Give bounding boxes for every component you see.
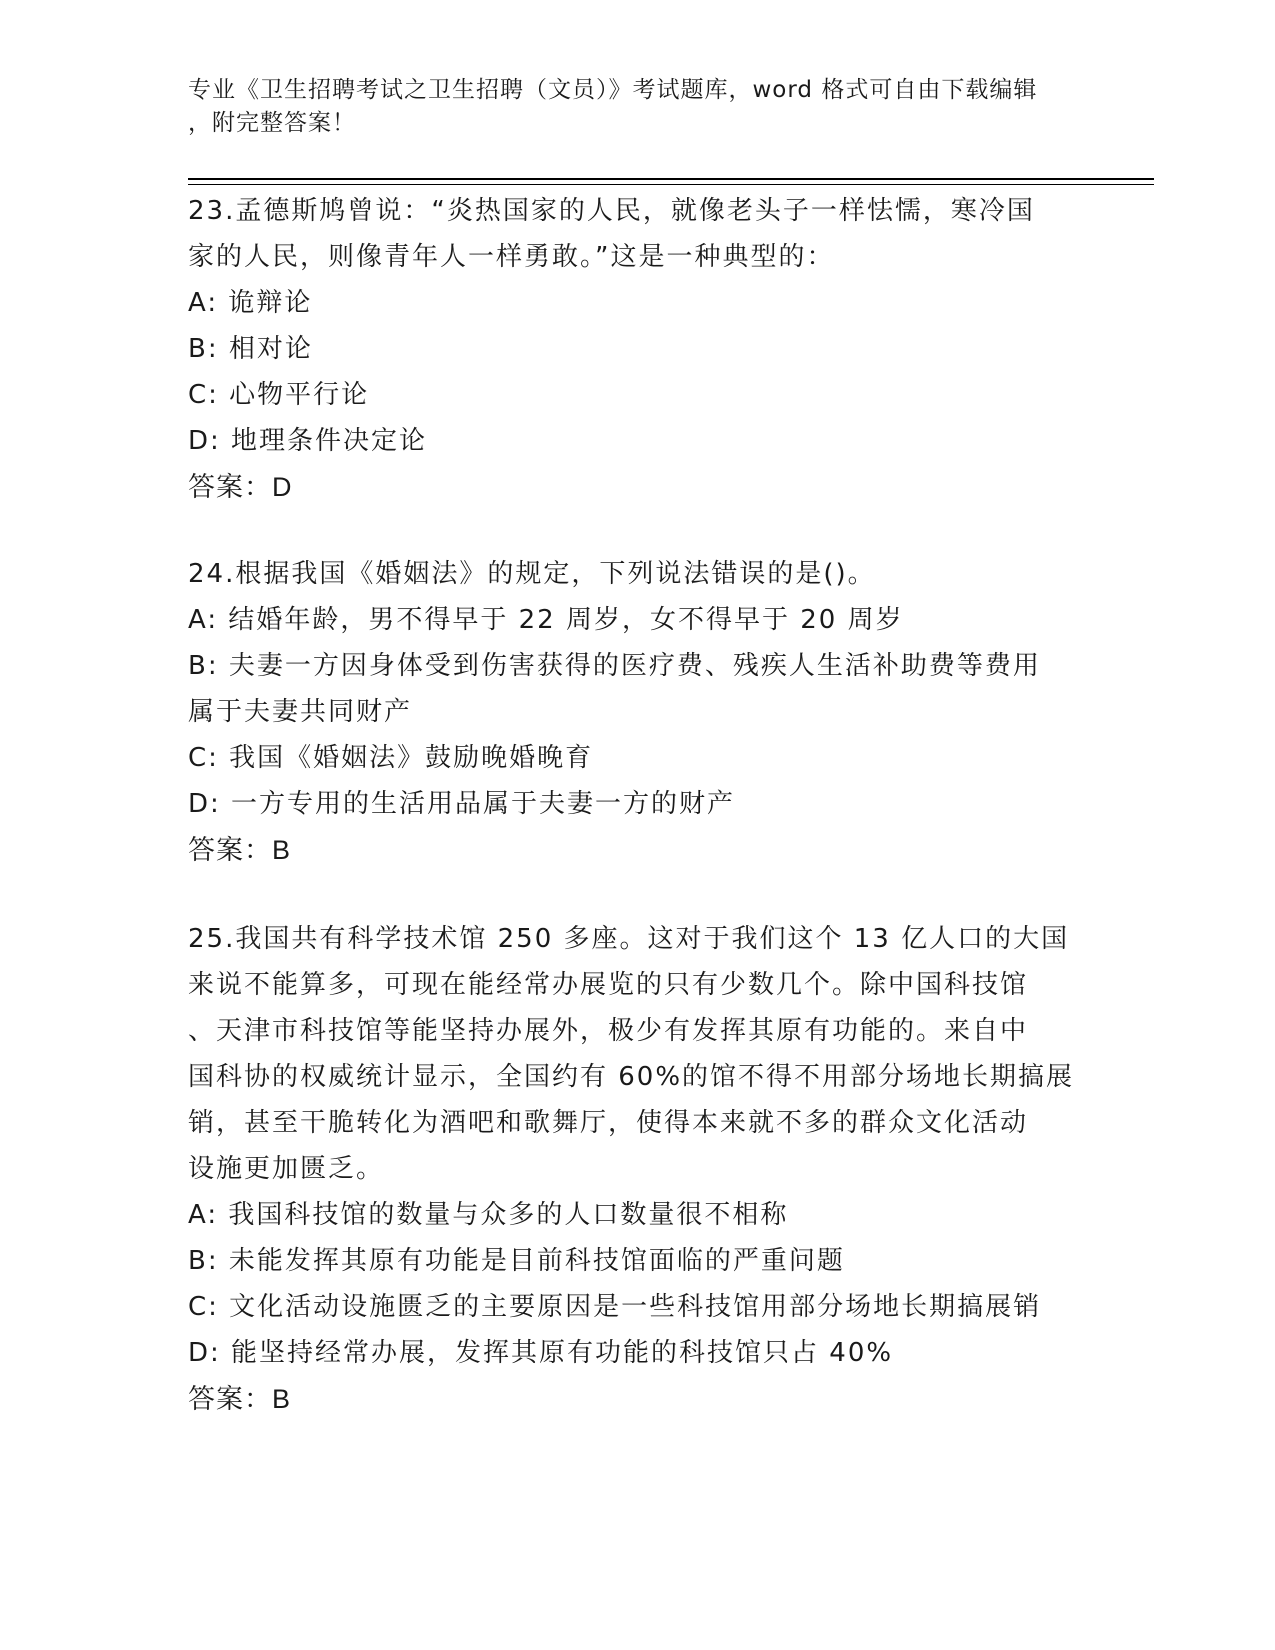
header-rule-thick — [188, 178, 1154, 180]
option-b: B: 相对论 — [188, 334, 313, 364]
option-a: A: 诡辩论 — [188, 288, 313, 318]
header-line-2: ，附完整答案！ — [188, 110, 356, 136]
option-d: D: 能坚持经常办展，发挥其原有功能的科技馆只占 40% — [188, 1338, 894, 1368]
header-line-1: 专业《卫生招聘考试之卫生招聘（文员）》考试题库，word 格式可自由下载编辑 — [188, 77, 1038, 103]
option-b: B: 未能发挥其原有功能是目前科技馆面临的严重问题 — [188, 1246, 845, 1276]
option-d: D: 地理条件决定论 — [188, 426, 428, 456]
option-c: C: 心物平行论 — [188, 380, 370, 410]
option-a: A: 我国科技馆的数量与众多的人口数量很不相称 — [188, 1200, 789, 1230]
question-text-line: 国科协的权威统计显示，全国约有 60%的馆不得不用部分场地长期搞展 — [188, 1062, 1075, 1092]
question-24 — [188, 551, 1088, 873]
header-rule-thin — [188, 184, 1154, 185]
question-text-line: 销，甚至干脆转化为酒吧和歌舞厅，使得本来就不多的群众文化活动 — [188, 1108, 1029, 1138]
option-c: C: 文化活动设施匮乏的主要原因是一些科技馆用部分场地长期搞展销 — [188, 1292, 1042, 1322]
option-d: D: 一方专用的生活用品属于夫妻一方的财产 — [188, 789, 736, 819]
answer: 答案：D — [188, 472, 293, 502]
question-23 — [188, 188, 1088, 510]
option-b-continued: 属于夫妻共同财产 — [188, 697, 413, 727]
question-text-line: 设施更加匮乏。 — [188, 1154, 385, 1184]
question-text-line: 25.我国共有科学技术馆 250 多座。这对于我们这个 13 亿人口的大国 — [188, 924, 1070, 954]
option-a: A: 结婚年龄，男不得早于 22 周岁，女不得早于 20 周岁 — [188, 605, 904, 635]
question-text-line: 家的人民，则像青年人一样勇敢。”这是一种典型的： — [188, 242, 835, 272]
question-text-line: 、天津市科技馆等能坚持办展外，极少有发挥其原有功能的。来自中 — [188, 1016, 1029, 1046]
document-header — [188, 74, 1088, 140]
question-25 — [188, 916, 1088, 1422]
question-text-line: 24.根据我国《婚姻法》的规定，下列说法错误的是()。 — [188, 559, 876, 589]
option-b: B: 夫妻一方因身体受到伤害获得的医疗费、残疾人生活补助费等费用 — [188, 651, 1041, 681]
answer: 答案：B — [188, 1384, 292, 1414]
question-text-line: 来说不能算多，可现在能经常办展览的只有少数几个。除中国科技馆 — [188, 970, 1029, 1000]
question-text-line: 23.孟德斯鸠曾说：“炎热国家的人民，就像老头子一样怯懦，寒冷国 — [188, 196, 1035, 226]
option-c: C: 我国《婚姻法》鼓励晚婚晚育 — [188, 743, 594, 773]
answer: 答案：B — [188, 835, 292, 865]
